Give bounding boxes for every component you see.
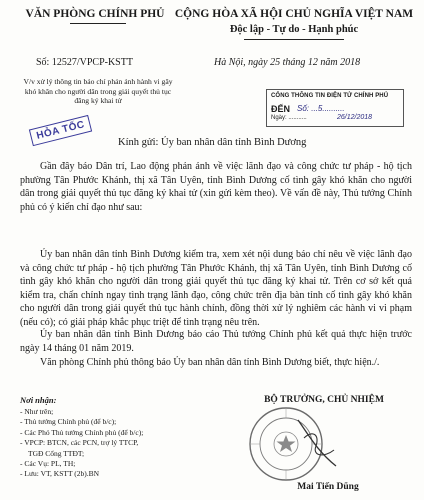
received-stamp-number: Số: ...5.......... [297,104,345,113]
received-stamp-date-label: Ngày: ........... [271,115,307,121]
recipients-title: Nơi nhận: [20,395,57,405]
document-number: Số: 12527/VPCP-KSTT [36,57,133,68]
recipient-item: - Như trên; [20,407,54,416]
org-underline [70,23,126,24]
place-and-date: Hà Nội, ngày 25 tháng 12 năm 2018 [214,57,361,68]
recipient-item: TGĐ Cổng TTĐT; [28,448,85,458]
national-motto: Độc lập - Tự do - Hạnh phúc [229,24,359,35]
received-stamp-title: CỔNG THÔNG TIN ĐIỆN TỬ CHÍNH PHỦ [271,93,389,99]
body-paragraph-3: Ủy ban nhân dân tỉnh Bình Dương báo cáo Thủ tướng Chính phủ kết quả thực hiện trước ngày 14 tháng 01 năm 2019. [20,329,412,354]
received-stamp [266,89,404,127]
document-summary: V/v xử lý thông tin báo chí phản ánh hành vi gây khó khăn cho người dân trong giải quyết thủ tục đăng ký khai tử [23,77,173,105]
recipients-list [20,407,170,480]
recipient-item: - Thủ tướng Chính phủ (để b/c); [20,417,117,427]
body-paragraph-1: Gần đây báo Dân trí, Lao động phản ánh về việc lãnh đạo và công chức tư pháp - hộ tịch phường Tân Phước Khánh, thị xã Tân Uyên, tỉnh Bình Dương cố tình gây khó khăn cho người dân trong giải quyết thủ tục đăng ký khai tử (xin gửi kèm theo). Về vấn đề này, Thủ tướng Chính phủ có ý kiến chỉ đạo như sau: [20,161,412,213]
signatory-title: BỘ TRƯỞNG, CHỦ NHIỆM [264,395,384,405]
recipient-item: - Các Vụ: PL, TH; [20,459,76,469]
motto-underline [244,39,344,40]
received-stamp-label: ĐẾN [271,104,291,114]
official-seal-icon [246,400,342,484]
body-paragraph-2: Ủy ban nhân dân tỉnh Bình Dương kiểm tra, xem xét nội dung báo chí nêu về việc lãnh đạo và công chức tư pháp - hộ tịch phường Tân Phước Khánh, thị xã Tân Uyên, tỉnh Bình Dương cố tình gây khó khăn cho người dân trong giải quyết thủ tục đăng ký khai tử. Trên cơ sở kết quả kiểm tra, chấn chỉnh ngay tình trạng lãnh đạo, công chức trên địa bàn tỉnh cố tình gây khó khăn cho người dân trong giải quyết thủ tục hành chính, đồng thời xử lý nghiêm các hành vi vi phạm (nếu có); có giải pháp khắc phục triệt để tình trạng nêu trên. [20,249,412,328]
recipient-item: - Các Phó Thủ tướng Chính phủ (để b/c); [20,427,144,437]
issuing-organization: VĂN PHÒNG CHÍNH PHỦ [25,8,165,20]
country-name: CỘNG HÒA XÃ HỘI CHỦ NGHĨA VIỆT NAM [174,8,414,20]
addressee-greeting: Kính gửi: Ủy ban nhân dân tỉnh Bình Dương [118,137,307,148]
urgent-stamp: HỎA TỐC [29,115,93,146]
recipient-item: - Lưu: VT, KSTT (2b).BN [20,469,100,479]
recipient-item: - VPCP: BTCN, các PCN, trợ lý TTCP, [20,438,139,448]
signatory-name: Mai Tiến Dũng [297,482,359,492]
body-paragraph-4: Văn phòng Chính phủ thông báo Ủy ban nhân dân tỉnh Bình Dương biết, thực hiện./. [40,357,380,368]
received-stamp-date: 26/12/2018 [337,114,373,121]
